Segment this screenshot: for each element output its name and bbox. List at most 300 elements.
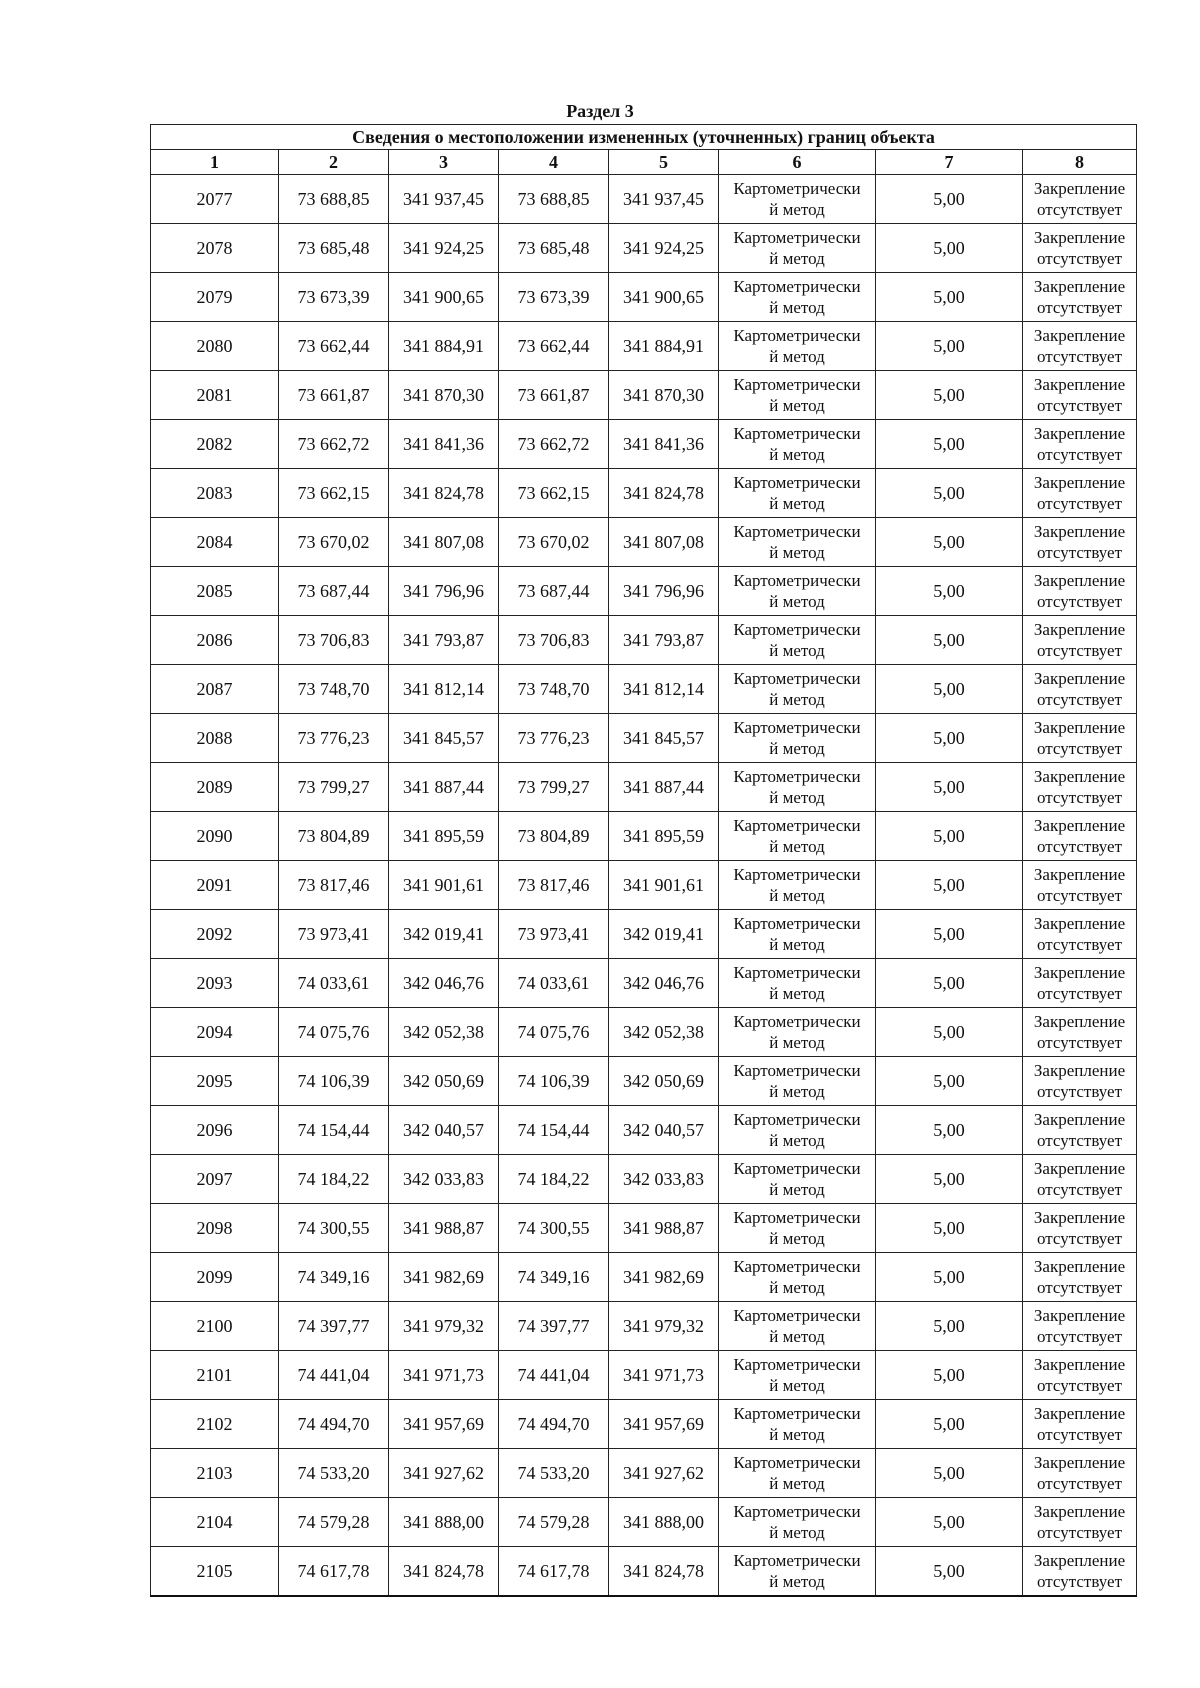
method-line-1: Картометрически [733,865,861,884]
fixing-cell [1023,175,1137,224]
method-cell [719,1449,876,1498]
coordinate-x-cell: 74 441,04 [279,1351,389,1400]
accuracy-cell: 5,00 [876,224,1023,273]
table-row [151,175,1137,224]
coordinate-y-cell: 342 019,41 [389,910,499,959]
coordinate-x-cell: 74 106,39 [499,1057,609,1106]
coordinate-y-cell: 341 957,69 [609,1400,719,1449]
coordinate-y-cell: 341 845,57 [389,714,499,763]
point-number-cell: 2101 [151,1351,279,1400]
method-cell [719,1057,876,1106]
table-row [151,1302,1137,1351]
coordinate-y-cell: 341 895,59 [389,812,499,861]
coordinate-x-cell: 73 804,89 [279,812,389,861]
method-cell [719,1351,876,1400]
coordinate-x-cell: 73 673,39 [279,273,389,322]
coordinate-x-cell: 73 662,15 [279,469,389,518]
table-row [151,1106,1137,1155]
point-number-cell: 2080 [151,322,279,371]
fixing-line-1: Закрепление [1033,669,1126,688]
fixing-cell [1023,616,1137,665]
accuracy-cell: 5,00 [876,861,1023,910]
coordinate-x-cell: 73 673,39 [499,273,609,322]
accuracy-cell: 5,00 [876,1008,1023,1057]
column-number: 1 [151,150,279,175]
coordinate-y-cell: 341 845,57 [609,714,719,763]
method-line-2: й метод [769,788,825,807]
method-cell [719,567,876,616]
coordinate-y-cell: 341 884,91 [389,322,499,371]
point-number-cell: 2102 [151,1400,279,1449]
method-cell [719,371,876,420]
coordinate-y-cell: 341 900,65 [389,273,499,322]
accuracy-cell: 5,00 [876,763,1023,812]
method-line-2: й метод [769,1278,825,1297]
table-row [151,763,1137,812]
table-row [151,1498,1137,1547]
point-number-cell: 2103 [151,1449,279,1498]
accuracy-cell: 5,00 [876,1057,1023,1106]
method-line-2: й метод [769,1327,825,1346]
fixing-line-1: Закрепление [1033,326,1126,345]
coordinate-x-cell: 73 685,48 [499,224,609,273]
coordinate-x-cell: 73 687,44 [279,567,389,616]
point-number-cell: 2090 [151,812,279,861]
coordinate-y-cell: 341 979,32 [609,1302,719,1351]
method-line-1: Картометрически [733,179,861,198]
table-body [151,175,1137,1597]
coordinate-y-cell: 341 870,30 [389,371,499,420]
fixing-line-1: Закрепление [1033,816,1126,835]
fixing-cell [1023,910,1137,959]
point-number-cell: 2097 [151,1155,279,1204]
coordinate-x-cell: 73 670,02 [279,518,389,567]
fixing-cell [1023,812,1137,861]
method-line-1: Картометрически [733,1159,861,1178]
fixing-cell [1023,1302,1137,1351]
accuracy-cell: 5,00 [876,567,1023,616]
method-line-1: Картометрически [733,816,861,835]
method-line-1: Картометрически [733,522,861,541]
accuracy-cell: 5,00 [876,1400,1023,1449]
fixing-line-2: отсутствует [1036,1131,1123,1150]
coordinate-x-cell: 74 533,20 [279,1449,389,1498]
fixing-cell [1023,1253,1137,1302]
fixing-line-1: Закрепление [1033,1159,1126,1178]
method-line-1: Картометрически [733,375,861,394]
coordinate-x-cell: 73 799,27 [499,763,609,812]
method-line-2: й метод [769,1131,825,1150]
method-line-2: й метод [769,1229,825,1248]
fixing-line-1: Закрепление [1033,1208,1126,1227]
point-number-cell: 2098 [151,1204,279,1253]
accuracy-cell: 5,00 [876,1204,1023,1253]
point-number-cell: 2095 [151,1057,279,1106]
table-row [151,1155,1137,1204]
coordinate-y-cell: 341 796,96 [609,567,719,616]
fixing-line-1: Закрепление [1033,963,1126,982]
fixing-line-2: отсутствует [1036,1572,1123,1591]
point-number-cell: 2086 [151,616,279,665]
fixing-line-2: отсутствует [1036,935,1123,954]
coordinate-x-cell: 73 706,83 [499,616,609,665]
fixing-line-2: отсутствует [1036,1327,1123,1346]
point-number-cell: 2078 [151,224,279,273]
coordinate-y-cell: 341 887,44 [609,763,719,812]
method-line-1: Картометрически [733,424,861,443]
table-row [151,1547,1137,1597]
accuracy-cell: 5,00 [876,665,1023,714]
fixing-line-2: отсутствует [1036,1278,1123,1297]
fixing-line-1: Закрепление [1033,1306,1126,1325]
coordinate-y-cell: 342 040,57 [609,1106,719,1155]
column-number: 5 [609,150,719,175]
method-cell [719,812,876,861]
table-row [151,1449,1137,1498]
method-cell [719,1302,876,1351]
coordinate-y-cell: 341 988,87 [389,1204,499,1253]
fixing-cell [1023,518,1137,567]
method-line-2: й метод [769,494,825,513]
table-row [151,665,1137,714]
fixing-cell [1023,1106,1137,1155]
fixing-cell [1023,763,1137,812]
fixing-cell [1023,1498,1137,1547]
point-number-cell: 2104 [151,1498,279,1547]
column-number: 4 [499,150,609,175]
coordinate-x-cell: 74 397,77 [279,1302,389,1351]
fixing-cell [1023,1204,1137,1253]
coordinate-x-cell: 74 300,55 [499,1204,609,1253]
method-line-1: Картометрически [733,571,861,590]
fixing-line-2: отсутствует [1036,494,1123,513]
fixing-cell [1023,1547,1137,1597]
coordinate-y-cell: 342 052,38 [609,1008,719,1057]
point-number-cell: 2092 [151,910,279,959]
accuracy-cell: 5,00 [876,322,1023,371]
method-line-2: й метод [769,200,825,219]
coordinate-x-cell: 74 579,28 [279,1498,389,1547]
coordinate-y-cell: 342 019,41 [609,910,719,959]
column-number-row [151,150,1137,175]
fixing-line-2: отсутствует [1036,1229,1123,1248]
column-number: 7 [876,150,1023,175]
method-line-1: Картометрически [733,1208,861,1227]
fixing-cell [1023,420,1137,469]
fixing-line-2: отсутствует [1036,1425,1123,1444]
accuracy-cell: 5,00 [876,518,1023,567]
accuracy-cell: 5,00 [876,1302,1023,1351]
method-line-1: Картометрически [733,1306,861,1325]
point-number-cell: 2100 [151,1302,279,1351]
method-line-1: Картометрически [733,1355,861,1374]
coordinate-x-cell: 73 817,46 [279,861,389,910]
fixing-cell [1023,1057,1137,1106]
accuracy-cell: 5,00 [876,959,1023,1008]
fixing-line-1: Закрепление [1033,473,1126,492]
fixing-line-1: Закрепление [1033,620,1126,639]
point-number-cell: 2085 [151,567,279,616]
fixing-cell [1023,1351,1137,1400]
coordinate-x-cell: 73 661,87 [279,371,389,420]
coordinate-x-cell: 73 688,85 [499,175,609,224]
fixing-line-1: Закрепление [1033,522,1126,541]
fixing-cell [1023,1400,1137,1449]
coordinate-y-cell: 341 824,78 [389,469,499,518]
method-line-1: Картометрически [733,620,861,639]
table-caption: Сведения о местоположении измененных (уточненных) границ объекта [151,125,1137,150]
coordinate-x-cell: 73 776,23 [499,714,609,763]
table-row [151,518,1137,567]
method-cell [719,1498,876,1547]
accuracy-cell: 5,00 [876,175,1023,224]
accuracy-cell: 5,00 [876,1547,1023,1597]
coordinate-y-cell: 341 824,78 [609,1547,719,1597]
point-number-cell: 2091 [151,861,279,910]
fixing-line-2: отсутствует [1036,886,1123,905]
method-line-2: й метод [769,1523,825,1542]
method-line-2: й метод [769,935,825,954]
column-number: 6 [719,150,876,175]
method-cell [719,1155,876,1204]
coordinate-y-cell: 341 841,36 [389,420,499,469]
coordinate-x-cell: 74 617,78 [499,1547,609,1597]
fixing-line-1: Закрепление [1033,1502,1126,1521]
method-line-1: Картометрически [733,326,861,345]
table-row [151,567,1137,616]
coordinate-x-cell: 74 617,78 [279,1547,389,1597]
coordinate-y-cell: 341 979,32 [389,1302,499,1351]
method-line-2: й метод [769,249,825,268]
coordinate-x-cell: 73 748,70 [499,665,609,714]
fixing-cell [1023,371,1137,420]
fixing-line-1: Закрепление [1033,718,1126,737]
method-cell [719,273,876,322]
fixing-line-2: отсутствует [1036,837,1123,856]
coordinate-y-cell: 341 901,61 [389,861,499,910]
method-line-1: Картометрически [733,1404,861,1423]
coordinate-x-cell: 74 154,44 [279,1106,389,1155]
fixing-line-2: отсутствует [1036,788,1123,807]
method-cell [719,665,876,714]
fixing-line-2: отсутствует [1036,1082,1123,1101]
method-line-1: Картометрически [733,1257,861,1276]
method-cell [719,861,876,910]
fixing-line-2: отсутствует [1036,1033,1123,1052]
fixing-line-2: отсутствует [1036,984,1123,1003]
coordinate-y-cell: 342 033,83 [609,1155,719,1204]
fixing-line-2: отсутствует [1036,200,1123,219]
method-line-2: й метод [769,641,825,660]
method-line-2: й метод [769,298,825,317]
method-line-2: й метод [769,886,825,905]
coordinate-x-cell: 74 441,04 [499,1351,609,1400]
coordinate-x-cell: 74 349,16 [499,1253,609,1302]
fixing-line-2: отсутствует [1036,641,1123,660]
fixing-line-2: отсутствует [1036,1376,1123,1395]
accuracy-cell: 5,00 [876,1449,1023,1498]
coordinate-x-cell: 73 687,44 [499,567,609,616]
method-cell [719,616,876,665]
section-title: Раздел 3 [566,101,634,121]
method-cell [719,1400,876,1449]
column-number: 8 [1023,150,1137,175]
coordinate-y-cell: 341 888,00 [389,1498,499,1547]
table-row [151,910,1137,959]
coordinate-x-cell: 74 075,76 [499,1008,609,1057]
fixing-line-2: отсутствует [1036,543,1123,562]
fixing-cell [1023,1449,1137,1498]
table-row [151,371,1137,420]
coordinate-y-cell: 341 901,61 [609,861,719,910]
coordinate-y-cell: 342 040,57 [389,1106,499,1155]
fixing-line-1: Закрепление [1033,424,1126,443]
coordinate-y-cell: 341 812,14 [609,665,719,714]
method-line-1: Картометрически [733,767,861,786]
method-line-1: Картометрически [733,1551,861,1570]
point-number-cell: 2082 [151,420,279,469]
fixing-line-1: Закрепление [1033,1404,1126,1423]
method-cell [719,1253,876,1302]
point-number-cell: 2087 [151,665,279,714]
method-cell [719,1106,876,1155]
fixing-line-1: Закрепление [1033,1355,1126,1374]
column-number: 2 [279,150,389,175]
table-row [151,322,1137,371]
method-line-1: Картометрически [733,1061,861,1080]
coordinate-x-cell: 73 662,44 [279,322,389,371]
fixing-line-1: Закрепление [1033,1012,1126,1031]
point-number-cell: 2077 [151,175,279,224]
coordinate-y-cell: 341 887,44 [389,763,499,812]
method-line-2: й метод [769,1572,825,1591]
fixing-line-2: отсутствует [1036,298,1123,317]
coordinate-y-cell: 341 924,25 [389,224,499,273]
method-line-2: й метод [769,347,825,366]
point-number-cell: 2079 [151,273,279,322]
coordinate-y-cell: 341 807,08 [389,518,499,567]
coordinate-x-cell: 73 662,44 [499,322,609,371]
accuracy-cell: 5,00 [876,273,1023,322]
coordinate-y-cell: 341 957,69 [389,1400,499,1449]
table-row [151,469,1137,518]
fixing-cell [1023,469,1137,518]
method-line-1: Картометрически [733,1110,861,1129]
fixing-cell [1023,665,1137,714]
accuracy-cell: 5,00 [876,1253,1023,1302]
method-line-1: Картометрически [733,277,861,296]
method-line-2: й метод [769,984,825,1003]
method-line-1: Картометрически [733,669,861,688]
fixing-cell [1023,959,1137,1008]
accuracy-cell: 5,00 [876,812,1023,861]
coordinate-x-cell: 74 184,22 [499,1155,609,1204]
coordinate-x-cell: 74 106,39 [279,1057,389,1106]
fixing-line-2: отсутствует [1036,592,1123,611]
accuracy-cell: 5,00 [876,1498,1023,1547]
fixing-line-2: отсутствует [1036,1523,1123,1542]
coordinate-y-cell: 341 884,91 [609,322,719,371]
coordinate-y-cell: 341 796,96 [389,567,499,616]
method-cell [719,959,876,1008]
coordinate-y-cell: 341 895,59 [609,812,719,861]
point-number-cell: 2089 [151,763,279,812]
method-line-2: й метод [769,1180,825,1199]
point-number-cell: 2093 [151,959,279,1008]
fixing-cell [1023,567,1137,616]
coordinate-y-cell: 341 824,78 [609,469,719,518]
method-line-1: Картометрически [733,1502,861,1521]
coordinate-x-cell: 74 579,28 [499,1498,609,1547]
fixing-cell [1023,714,1137,763]
method-line-2: й метод [769,837,825,856]
method-cell [719,1008,876,1057]
point-number-cell: 2088 [151,714,279,763]
coordinate-x-cell: 73 973,41 [499,910,609,959]
table-row [151,224,1137,273]
coordinate-x-cell: 73 776,23 [279,714,389,763]
fixing-line-1: Закрепление [1033,375,1126,394]
coordinate-y-cell: 341 982,69 [609,1253,719,1302]
coordinate-y-cell: 341 793,87 [609,616,719,665]
coordinate-y-cell: 342 046,76 [389,959,499,1008]
coordinate-y-cell: 341 807,08 [609,518,719,567]
method-line-1: Картометрически [733,473,861,492]
fixing-line-1: Закрепление [1033,1110,1126,1129]
coordinate-y-cell: 341 888,00 [609,1498,719,1547]
table-row [151,420,1137,469]
fixing-line-1: Закрепление [1033,767,1126,786]
fixing-line-1: Закрепление [1033,571,1126,590]
method-line-2: й метод [769,592,825,611]
table-row [151,861,1137,910]
accuracy-cell: 5,00 [876,910,1023,959]
fixing-line-1: Закрепление [1033,277,1126,296]
table-row [151,1204,1137,1253]
coordinate-x-cell: 73 685,48 [279,224,389,273]
fixing-line-1: Закрепление [1033,1453,1126,1472]
method-line-2: й метод [769,1425,825,1444]
point-number-cell: 2099 [151,1253,279,1302]
coordinate-y-cell: 341 988,87 [609,1204,719,1253]
fixing-line-2: отсутствует [1036,739,1123,758]
method-line-2: й метод [769,1033,825,1052]
coordinate-x-cell: 74 533,20 [499,1449,609,1498]
method-cell [719,175,876,224]
fixing-cell [1023,322,1137,371]
accuracy-cell: 5,00 [876,371,1023,420]
coordinate-x-cell: 73 973,41 [279,910,389,959]
method-cell [719,224,876,273]
accuracy-cell: 5,00 [876,1106,1023,1155]
method-cell [719,763,876,812]
coordinate-y-cell: 341 870,30 [609,371,719,420]
point-number-cell: 2105 [151,1547,279,1597]
method-line-1: Картометрически [733,718,861,737]
coordinate-x-cell: 73 688,85 [279,175,389,224]
method-line-2: й метод [769,445,825,464]
coordinate-x-cell: 74 349,16 [279,1253,389,1302]
coordinate-x-cell: 74 154,44 [499,1106,609,1155]
coordinate-y-cell: 341 937,45 [609,175,719,224]
coordinate-x-cell: 74 184,22 [279,1155,389,1204]
table-row [151,959,1137,1008]
method-line-1: Картометрически [733,228,861,247]
coordinate-y-cell: 341 982,69 [389,1253,499,1302]
table-row [151,616,1137,665]
fixing-line-2: отсутствует [1036,445,1123,464]
coordinate-x-cell: 73 804,89 [499,812,609,861]
